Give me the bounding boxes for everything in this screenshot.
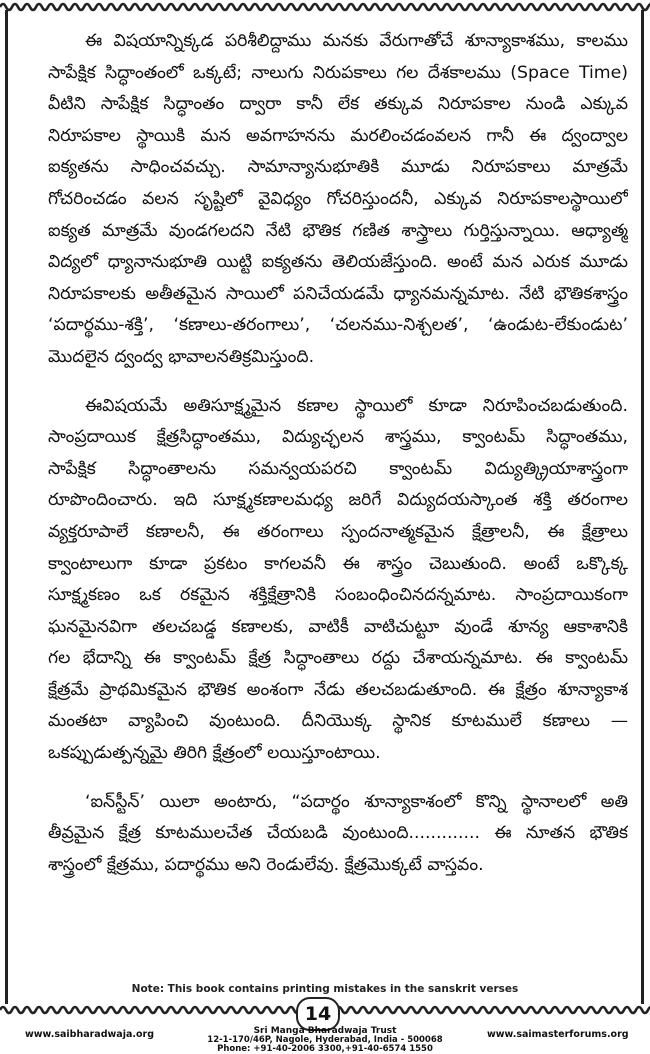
text-line: ఈవిషయమే అతిసూక్ష్మమైన కణాల స్థాయిలో కూడా నిరూపించబడుతుంది.: [85, 395, 628, 416]
text-line: మంతటా వ్యాపించి వుంటుంది. దీనియొక్క స్థానిక కూటములే కణాలు —: [48, 711, 628, 732]
text-line: ఐక్యతను సాధించవచ్చు. సామాన్యానుభూతికి మూడు నిరూపకాలు మాత్రమే: [48, 157, 628, 178]
text-line: ‘ఐన్‌స్టీన్’ యిలా అంటారు, “పదార్థం శూన్యాకాశంలో కొన్ని స్థానాలలో అతి: [85, 791, 628, 812]
text-line: గల భేదాన్ని ఈ క్వాంటమ్ క్షేత్ర సిద్ధాంతాలు రద్దు చేశాయన్నమాట. ఈ క్వాంటమ్: [48, 648, 628, 669]
page-number: 14: [296, 997, 340, 1031]
text-line: వ్యక్తరూపాలే కణాలనీ, ఈ తరంగాలు స్పందనాత్మకమైన క్షేత్రాలనీ, ఈ క్షేత్రాలు: [48, 521, 628, 542]
text-line: ‘పదార్థము-శక్తి’, ‘కణాలు-తరంగాలు’, ‘చలనము-నిశ్చలత’, ‘ఉండుట-లేకుండుట’: [48, 315, 628, 336]
text-line: ఈ విషయాన్నిక్కడ పరిశీలిద్దాము మనకు వేరుగాతోచే శూన్యాకాశము, కాలము: [85, 31, 628, 51]
footer-left-website-link[interactable]: www.saibharadwaja.org: [25, 1029, 154, 1040]
top-decorative-border: [0, 0, 650, 14]
trust-phone: Phone: +91-40-2006 3300,+91-40-6574 1550: [217, 1044, 433, 1054]
text-line: గోచరించడం వలన సృష్టిలో వైవిధ్యం గోచరిస్తుందనీ, ఎక్కువ నిరూపకాలస్థాయిలో: [48, 188, 628, 209]
text-line: సాపేక్షిక సిద్ధాంతంలో ఒక్కటే; నాలుగు నిరుపకాలు గల దేశకాలము (Space Time): [48, 62, 628, 83]
paragraph-1: [48, 26, 628, 374]
text-line: క్షేత్రమే ప్రాథమికమైన భౌతిక అంశంగా నేడు తలచబడుతూంది. ఈ క్షేత్రం శూన్యాకాశ: [48, 679, 628, 700]
printing-note: Note: This book contains printing mistakes in the sanskrit verses: [131, 983, 519, 995]
text-line: రూపొందించారు. ఇది సూక్ష్మకణాలమధ్య జరిగే విద్యుదయస్కాంత శక్తి తరంగాల: [48, 490, 628, 511]
text-line: శాస్త్రంలో క్షేత్రము, పదార్థము అని రెండులేవు. క్షేత్రమొక్కటే వాస్తవం.: [48, 854, 484, 875]
trust-address: 12-1-170/46P, Nagole, Hyderabad, India - 500068: [207, 1035, 443, 1045]
paragraph-3: [48, 787, 628, 882]
text-line: ఒకప్పుడుత్పన్నమై తిరిగి క్షేత్రంలో లయిస్తూంటాయి.: [48, 743, 381, 764]
text-line: విద్యలో ధ్యానానుభూతి యిట్టి ఐక్యతను తెలియజేస్తుంది. అంటే మన ఎరుక మూడు: [48, 252, 628, 273]
text-line: మొదలైన ద్వంద్వ భావాలనతిక్రమిస్తుంది.: [48, 346, 315, 367]
text-line: సాంప్రదాయిక క్షేత్రసిద్ధాంతము, విద్యుచ్ఛలన శాస్త్రము, క్వాంటమ్ సిద్ధాంతము,: [48, 427, 628, 448]
trust-name: Sri Manga Bharadwaja Trust: [253, 1026, 397, 1036]
text-line: సాపేక్షిక సిద్ధాంతాలను సమన్వయపరచి క్వాంటమ్ విద్యుత్క్రియాశాస్త్రంగా: [48, 458, 628, 479]
text-line: నిరూపకాల స్థాయికి మన అవగాహనను మరలించడంవలన గానీ ఈ ద్వంద్వాల: [48, 125, 628, 146]
text-line: ఐక్యత మాత్రమే వుండగలదని నేటి భౌతిక గణిత శాస్త్రాలు గుర్తిస్తున్నాయి. ఆధ్యాత్మ: [48, 220, 628, 241]
text-line: క్వాంటాలుగా కూడా ప్రకటం కాగలవనీ ఈ శాస్త్రం చెబుతుంది. అంటే ఒక్కొక్క: [48, 553, 628, 574]
page-body: [48, 26, 628, 881]
text-line: తీవ్రమైన క్షేత్ర కూటములచేత చేయబడి వుంటుంది............. ఈ నూతన భౌతిక: [48, 823, 628, 844]
text-line: వీటిని సాపేక్షిక సిద్ధాంతం ద్వారా కానీ లేక తక్కువ నిరూపకాల నుండి ఎక్కువ: [48, 94, 628, 115]
footer-right-website-link[interactable]: www.saimasterforums.org: [487, 1029, 629, 1040]
paragraph-2: [48, 391, 628, 770]
text-line: ఘనమైనవిగా తలచబడ్డ కణాలకు, వాటికీ వాటిచుట్టూ వుండే శూన్య ఆకాశానికి: [48, 616, 628, 637]
text-line: సూక్ష్మకణం ఒక రకమైన శక్తిక్షేత్రానికి సంబంధించినదన్నమాట. సాంప్రదాయికంగా: [48, 585, 628, 606]
left-border-line: [5, 10, 8, 1004]
text-line: నిరూపకాలకు అతీతమైన సాయిలో పనిచేయడమే ధ్యానమన్నమాట. నేటి భౌతికశాస్త్రం: [48, 283, 628, 304]
right-border-line: [641, 10, 644, 1004]
